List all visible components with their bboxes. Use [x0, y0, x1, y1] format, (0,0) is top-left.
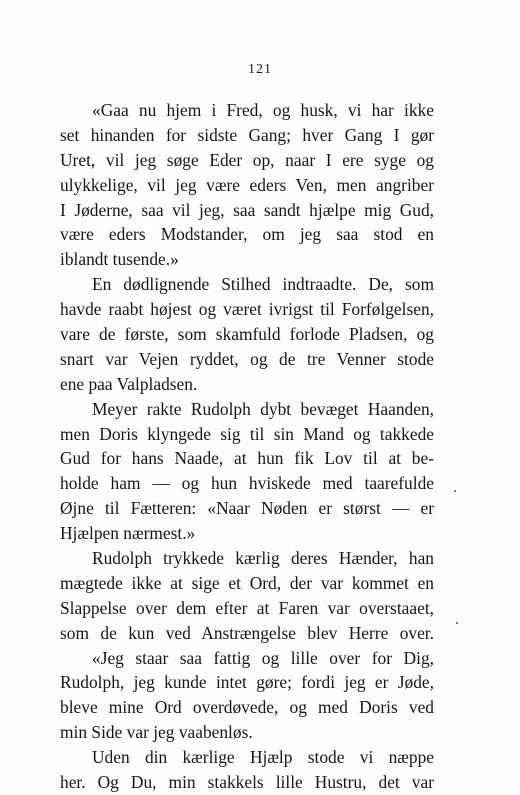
text-line: Rudolph trykkede kærlig deres Hænder, han: [92, 548, 434, 569]
text-line: Slappelse over dem efter at Faren var overstaaet,: [60, 597, 434, 618]
text-line: være eders Modstander, om jeg saa stod en: [60, 224, 434, 245]
text-line: Uden din kærlige Hjælp stode vi næppe: [92, 747, 434, 768]
text-line: Øjne til Fætteren: «Naar Nøden er størst — er: [60, 498, 434, 519]
text-line: bleve mine Ord overdøvede, og med Doris ved: [60, 697, 434, 718]
text-line: «Gaa nu hjem i Fred, og husk, vi har ikke: [92, 100, 434, 120]
text-line: holde ham — og hun hviskede med taarefulde: [60, 473, 434, 494]
text-line: «Jeg staar saa fattig og lille over for Dig,: [92, 647, 434, 668]
text-line: set hinanden for sidste Gang; hver Gang I gør: [60, 124, 434, 145]
text-line: ulykkelige, vil jeg være eders Ven, men angriber: [60, 174, 434, 195]
text-line: som de kun ved Anstrængelse blev Herre over.: [60, 622, 434, 643]
text-line: men Doris klyngede sig til sin Mand og takkede: [60, 423, 434, 444]
margin-speck: [456, 622, 458, 624]
text-line: min Side var jeg vaabenløs.: [60, 722, 253, 743]
page-number: 121: [248, 62, 272, 77]
text-line: En dødlignende Stilhed indtraadte. De, som: [92, 274, 434, 295]
text-line: Gud for hans Naade, at hun fik Lov til at be-: [60, 448, 434, 469]
text-line: I Jøderne, saa vil jeg, saa sandt hjælpe mig Gud,: [60, 199, 434, 220]
text-line: havde raabt højest og været ivrigst til Forfølgelsen,: [60, 299, 434, 320]
body-text: [60, 98, 434, 795]
text-line: Meyer rakte Rudolph dybt bevæget Haanden,: [92, 398, 434, 419]
text-line: vare de første, som skamfuld forlode Pladsen, og: [60, 324, 434, 345]
text-line: mægtede ikke at sige et Ord, der var kommet en: [60, 572, 434, 593]
text-line: Uret, vil jeg søge Eder op, naar I ere syge og: [60, 149, 434, 170]
text-line: her. Og Du, min stakkels lille Hustru, det var: [60, 772, 434, 793]
text-line: Rudolph, jeg kunde intet gøre; fordi jeg er Jøde,: [60, 672, 434, 693]
text-line: iblandt tusende.»: [60, 249, 179, 270]
text-line: Hjælpen nærmest.»: [60, 523, 196, 544]
text-line: snart var Vejen ryddet, og de tre Venner stode: [60, 348, 434, 369]
margin-speck: [454, 490, 456, 492]
text-line: ene paa Valpladsen.: [60, 373, 198, 394]
